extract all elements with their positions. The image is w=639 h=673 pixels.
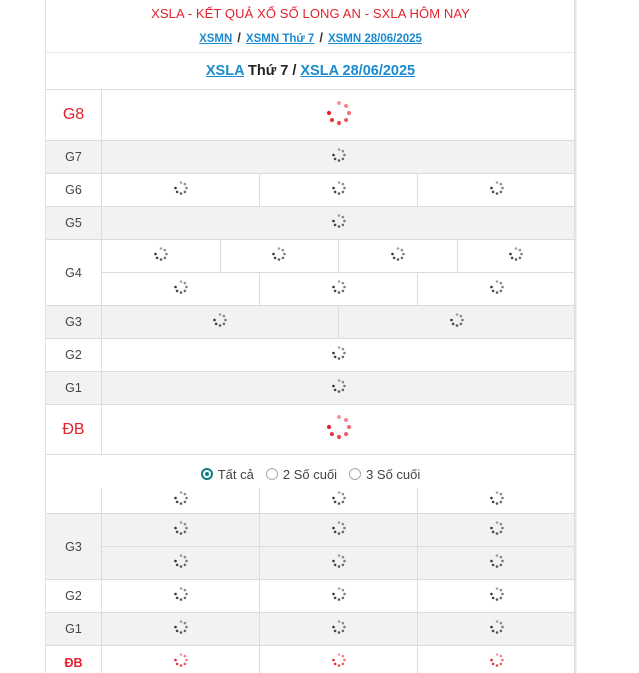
prize-cell [259, 273, 417, 305]
loading-spinner-icon [331, 279, 347, 300]
loading-spinner-icon [331, 345, 347, 366]
tail-label: ĐB [46, 646, 102, 673]
prize-cell [259, 174, 417, 206]
tail-cell [259, 613, 417, 645]
loading-spinner-icon [489, 279, 505, 300]
loading-spinner-icon [153, 246, 169, 267]
tail-cell [259, 646, 417, 673]
tail-cell [102, 613, 259, 645]
prize-row-g3 [46, 306, 575, 339]
prize-label: G8 [46, 90, 102, 140]
prize-cell [338, 306, 575, 338]
prize-cell [102, 273, 259, 305]
prize-cell [102, 174, 259, 206]
loading-spinner-icon [173, 553, 189, 574]
loading-spinner-icon [489, 180, 505, 201]
results-panel [45, 0, 576, 673]
breadcrumb-sep: / [319, 30, 323, 45]
loading-spinner-icon [489, 490, 505, 511]
loading-spinner-icon [331, 586, 347, 607]
loading-spinner-icon [331, 652, 347, 673]
prize-cell [102, 405, 575, 454]
prize-row-g4 [46, 240, 575, 306]
loading-spinner-icon [325, 413, 353, 446]
prize-row-db [46, 405, 575, 455]
prize-label: ĐB [46, 405, 102, 454]
link-xsla[interactable]: XSLA [205, 63, 245, 79]
filter-option-all[interactable] [201, 467, 254, 482]
tail-cell [102, 514, 259, 546]
heading-sep: / [292, 63, 297, 79]
tail-label: G1 [46, 613, 102, 645]
radio-selected-icon[interactable] [201, 468, 213, 480]
panel-shadow [574, 0, 577, 673]
loading-spinner-icon [489, 619, 505, 640]
loading-spinner-icon [331, 213, 347, 234]
loading-spinner-icon [489, 520, 505, 541]
filter-label: 2 Số cuối [282, 466, 338, 482]
loading-spinner-icon [331, 553, 347, 574]
tail-cell [102, 488, 259, 513]
tail-cell [102, 646, 259, 673]
breadcrumb-sep: / [237, 30, 241, 45]
tail-cell [417, 488, 575, 513]
prize-label: G5 [46, 207, 102, 239]
page-title: XSLA - KẾT QUẢ XỔ SỐ LONG AN - SXLA HÔM NAY [151, 6, 470, 21]
prize-label: G7 [46, 141, 102, 173]
tail-cell [102, 580, 259, 612]
prize-cell [102, 339, 575, 371]
loading-spinner-icon [449, 312, 465, 333]
tail-label: G3 [46, 514, 102, 579]
prize-label: G4 [46, 240, 102, 305]
prize-cell [102, 240, 220, 272]
prize-cell [102, 306, 338, 338]
prize-label: G2 [46, 339, 102, 371]
tail-cell [417, 580, 575, 612]
loading-spinner-icon [489, 553, 505, 574]
prize-row-g2 [46, 339, 575, 372]
radio-icon[interactable] [266, 468, 278, 480]
link-xsmn[interactable]: XSMN [199, 33, 233, 45]
radio-icon[interactable] [349, 468, 361, 480]
prize-cell [220, 240, 339, 272]
loading-spinner-icon [331, 490, 347, 511]
filter-option-2-digits[interactable] [266, 467, 337, 482]
loading-spinner-icon [173, 586, 189, 607]
tail-cell [417, 646, 575, 673]
tail-label: G2 [46, 580, 102, 612]
filter-option-3-digits[interactable] [349, 467, 420, 482]
prize-row-g8 [46, 90, 575, 141]
prize-row-g5 [46, 207, 575, 240]
tail-row-top [46, 488, 575, 514]
tail-cell [259, 580, 417, 612]
prize-cell [417, 273, 575, 305]
prize-label: G3 [46, 306, 102, 338]
prize-cell [102, 141, 575, 173]
prize-cell [338, 240, 457, 272]
loading-spinner-icon [508, 246, 524, 267]
filter-label: Tất cả [217, 466, 254, 482]
loading-spinner-icon [331, 180, 347, 201]
loading-spinner-icon [173, 279, 189, 300]
loading-spinner-icon [331, 619, 347, 640]
prize-label: G1 [46, 372, 102, 404]
loading-spinner-icon [331, 378, 347, 399]
loading-spinner-icon [331, 520, 347, 541]
prize-row-g1 [46, 372, 575, 405]
prize-label: G6 [46, 174, 102, 206]
tail-cell [259, 514, 417, 546]
results-heading [46, 52, 575, 90]
prize-row-g6 [46, 174, 575, 207]
tail-label-empty [46, 488, 102, 513]
tail-row-g3 [46, 514, 575, 580]
loading-spinner-icon [212, 312, 228, 333]
prize-cell [457, 240, 576, 272]
link-xsmn-date[interactable]: XSMN 28/06/2025 [327, 33, 422, 45]
prize-cell [417, 174, 575, 206]
tail-cell [417, 547, 575, 579]
prize-row-g7 [46, 141, 575, 174]
breadcrumb [46, 30, 575, 45]
loading-spinner-icon [489, 586, 505, 607]
tail-cell [102, 547, 259, 579]
tail-cell [417, 613, 575, 645]
loading-spinner-icon [271, 246, 287, 267]
tail-row-db [46, 646, 575, 673]
prize-cell [102, 90, 575, 140]
digit-filter [46, 460, 575, 488]
tail-cell [417, 514, 575, 546]
link-xsla-date[interactable]: XSLA 28/06/2025 [300, 63, 416, 79]
loading-spinner-icon [173, 619, 189, 640]
tail-cell [259, 547, 417, 579]
loading-spinner-icon [390, 246, 406, 267]
loading-spinner-icon [173, 652, 189, 673]
prize-cell [102, 207, 575, 239]
loading-spinner-icon [173, 180, 189, 201]
tail-row-g2 [46, 580, 575, 613]
filter-label: 3 Số cuối [366, 466, 421, 482]
tail-row-g1 [46, 613, 575, 646]
day-label: Thứ 7 [248, 63, 289, 79]
prize-cell [102, 372, 575, 404]
loading-spinner-icon [173, 520, 189, 541]
link-xsmn-thu7[interactable]: XSMN Thứ 7 [245, 33, 315, 45]
loading-spinner-icon [173, 490, 189, 511]
tail-cell [259, 488, 417, 513]
loading-spinner-icon [325, 99, 353, 132]
loading-spinner-icon [331, 147, 347, 168]
loading-spinner-icon [489, 652, 505, 673]
